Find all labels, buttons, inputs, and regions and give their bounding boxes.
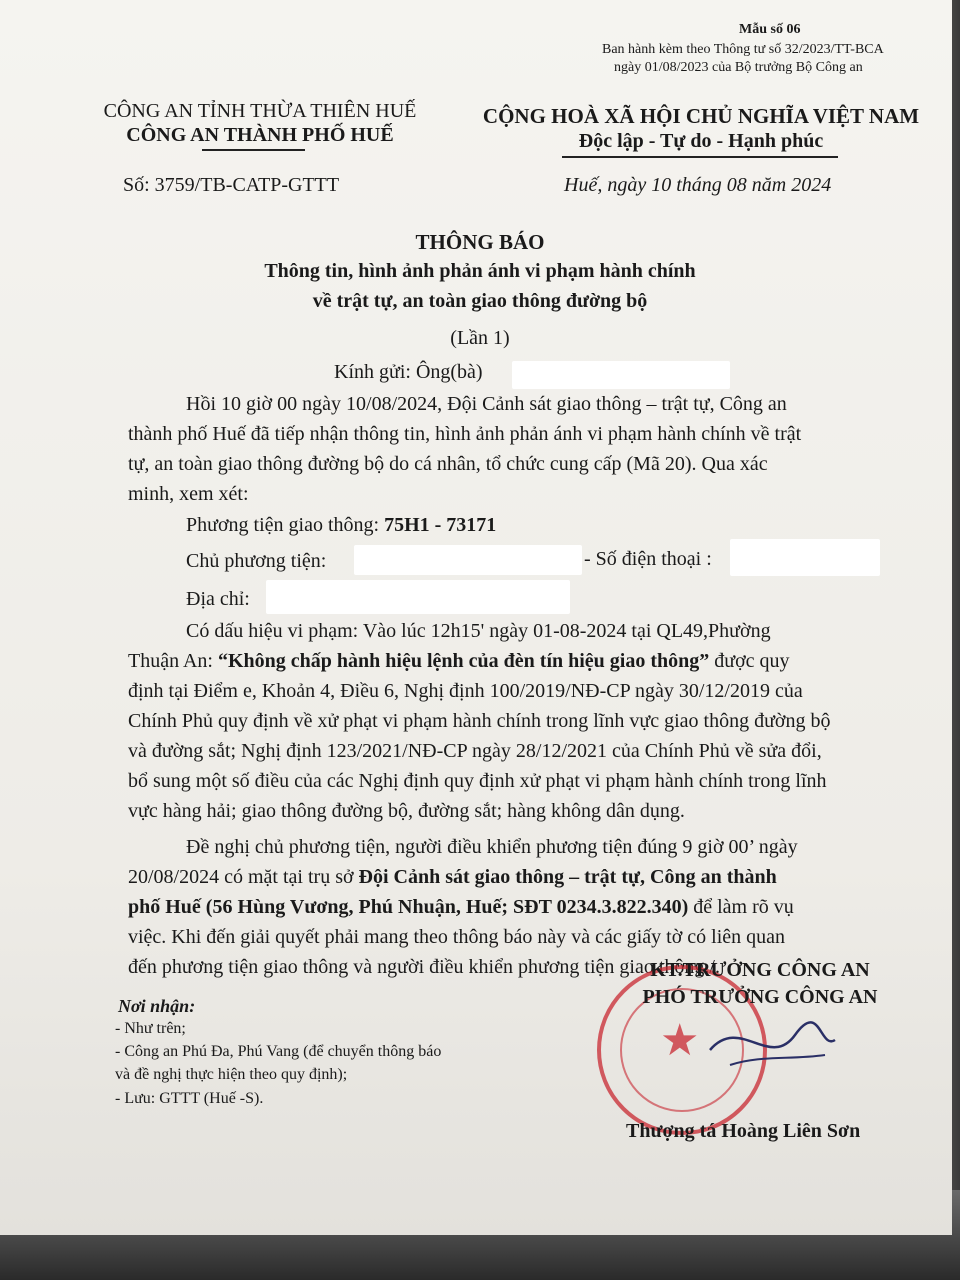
request-line-2: [128, 866, 777, 889]
request-line-4: việc. Khi đến giải quyết phải mang theo thông báo này và các giấy tờ có liên quan: [128, 926, 786, 948]
intro-line-1: Hồi 10 giờ 00 ngày 10/08/2024, Đội Cảnh sát giao thông – trật tự, Công an: [186, 393, 787, 415]
recipients-title: Nơi nhận:: [118, 996, 196, 1016]
request-address: phố Huế (56 Hùng Vương, Phú Nhuận, Huế; SĐT 0234.3.822.340): [128, 896, 689, 918]
recipients-item-2a: - Công an Phú Đa, Phú Vang (để chuyển thông báo: [115, 1043, 442, 1060]
violation-location-tail: Thuận An:: [128, 650, 218, 672]
motto-underline: [562, 156, 838, 158]
request-line-5: đến phương tiện giao thông và người điều khiển phương tiện giao thông./.: [128, 956, 720, 978]
document-subtitle-1: Thông tin, hình ảnh phản ánh vi phạm hành chính: [264, 260, 696, 282]
violation-line-7: vực hàng hải; giao thông đường bộ, đường sắt; hàng không dân dụng.: [128, 800, 685, 822]
signer-title-2: PHÓ TRƯỞNG CÔNG AN: [642, 986, 878, 1008]
violation-line-1: Có dấu hiệu vi phạm: Vào lúc 12h15' ngày 01-08-2024 tại QL49,Phường: [186, 620, 771, 642]
national-motto: Độc lập - Tự do - Hạnh phúc: [578, 130, 824, 152]
address-label: Địa chỉ:: [186, 588, 250, 610]
violation-line-2-tail: được quy: [709, 650, 790, 672]
agency-underline: [202, 149, 305, 151]
document-subtitle-2: về trật tự, an toàn giao thông đường bộ: [312, 290, 648, 312]
recipients-item-3: - Lưu: GTTT (Huế -S).: [115, 1090, 264, 1107]
vehicle-row: [186, 514, 496, 537]
notice-count: (Lần 1): [450, 327, 510, 349]
intro-line-3: tự, an toàn giao thông đường bộ do cá nhân, tổ chức cung cấp (Mã 20). Qua xác: [128, 453, 768, 475]
violation-line-2: [128, 650, 790, 673]
request-purpose: để làm rõ vụ: [688, 896, 794, 918]
signer-title-1: KT.TRƯỞNG CÔNG AN: [650, 959, 870, 981]
intro-line-2: thành phố Huế đã tiếp nhận thông tin, hình ảnh phản ánh vi phạm hành chính về trật: [128, 423, 802, 445]
recipient-label: Kính gửi: Ông(bà): [334, 361, 483, 383]
seal-star-icon: ★: [660, 1016, 700, 1065]
request-line-3: [128, 896, 794, 919]
agency-parent: CÔNG AN TỈNH THỪA THIÊN HUẾ: [103, 100, 417, 122]
request-date: 20/08/2024 có mặt tại trụ sở: [128, 866, 359, 888]
violation-description: “Không chấp hành hiệu lệnh của đèn tín hiệu giao thông”: [218, 650, 710, 672]
owner-name-redacted: [354, 545, 582, 575]
national-title: CỘNG HOÀ XÃ HỘI CHỦ NGHĨA VIỆT NAM: [482, 104, 920, 128]
recipients-item-2b: và đề nghị thực hiện theo quy định);: [115, 1066, 348, 1083]
signature-stroke: [700, 1010, 840, 1080]
document-title: THÔNG BÁO: [415, 230, 545, 254]
phone-redacted: [730, 539, 880, 576]
recipients-item-1: - Như trên;: [115, 1020, 186, 1037]
signer-name: Thượng tá Hoàng Liên Sơn: [626, 1120, 861, 1142]
intro-line-4: minh, xem xét:: [128, 483, 249, 505]
violation-line-6: bổ sung một số điều của các Nghị định quy định xử phạt vi phạm hành chính trong lĩnh: [128, 770, 827, 792]
form-number: Mẫu số 06: [739, 22, 801, 37]
vehicle-label: Phương tiện giao thông:: [186, 514, 385, 536]
vehicle-plate: 75H1 - 73171: [384, 514, 497, 536]
address-redacted: [266, 580, 570, 614]
violation-line-5: và đường sắt; Nghị định 123/2021/NĐ-CP ngày 28/12/2021 của Chính Phủ về sửa đổi,: [128, 740, 822, 762]
recipient-name-redacted: [512, 361, 730, 389]
violation-line-4: Chính Phủ quy định về xử phạt vi phạm hành chính trong lĩnh vực giao thông đường bộ: [128, 710, 831, 732]
agency-name: CÔNG AN THÀNH PHỐ HUẾ: [126, 124, 394, 146]
phone-label: - Số điện thoại :: [584, 548, 712, 570]
form-issued-line-1: Ban hành kèm theo Thông tư số 32/2023/TT-BCA: [602, 42, 884, 57]
form-issued-line-2: ngày 01/08/2023 của Bộ trưởng Bộ Công an: [614, 60, 863, 75]
document-number: Số: 3759/TB-CATP-GTTT: [123, 174, 340, 196]
document-date: Huế, ngày 10 tháng 08 năm 2024: [564, 174, 832, 196]
violation-line-3: định tại Điểm e, Khoản 4, Điều 6, Nghị định 100/2019/NĐ-CP ngày 30/12/2019 của: [128, 680, 803, 702]
request-office: Đội Cảnh sát giao thông – trật tự, Công an thành: [358, 866, 777, 888]
owner-label: Chủ phương tiện:: [186, 550, 327, 572]
request-line-1: Đề nghị chủ phương tiện, người điều khiển phương tiện đúng 9 giờ 00’ ngày: [186, 836, 798, 858]
